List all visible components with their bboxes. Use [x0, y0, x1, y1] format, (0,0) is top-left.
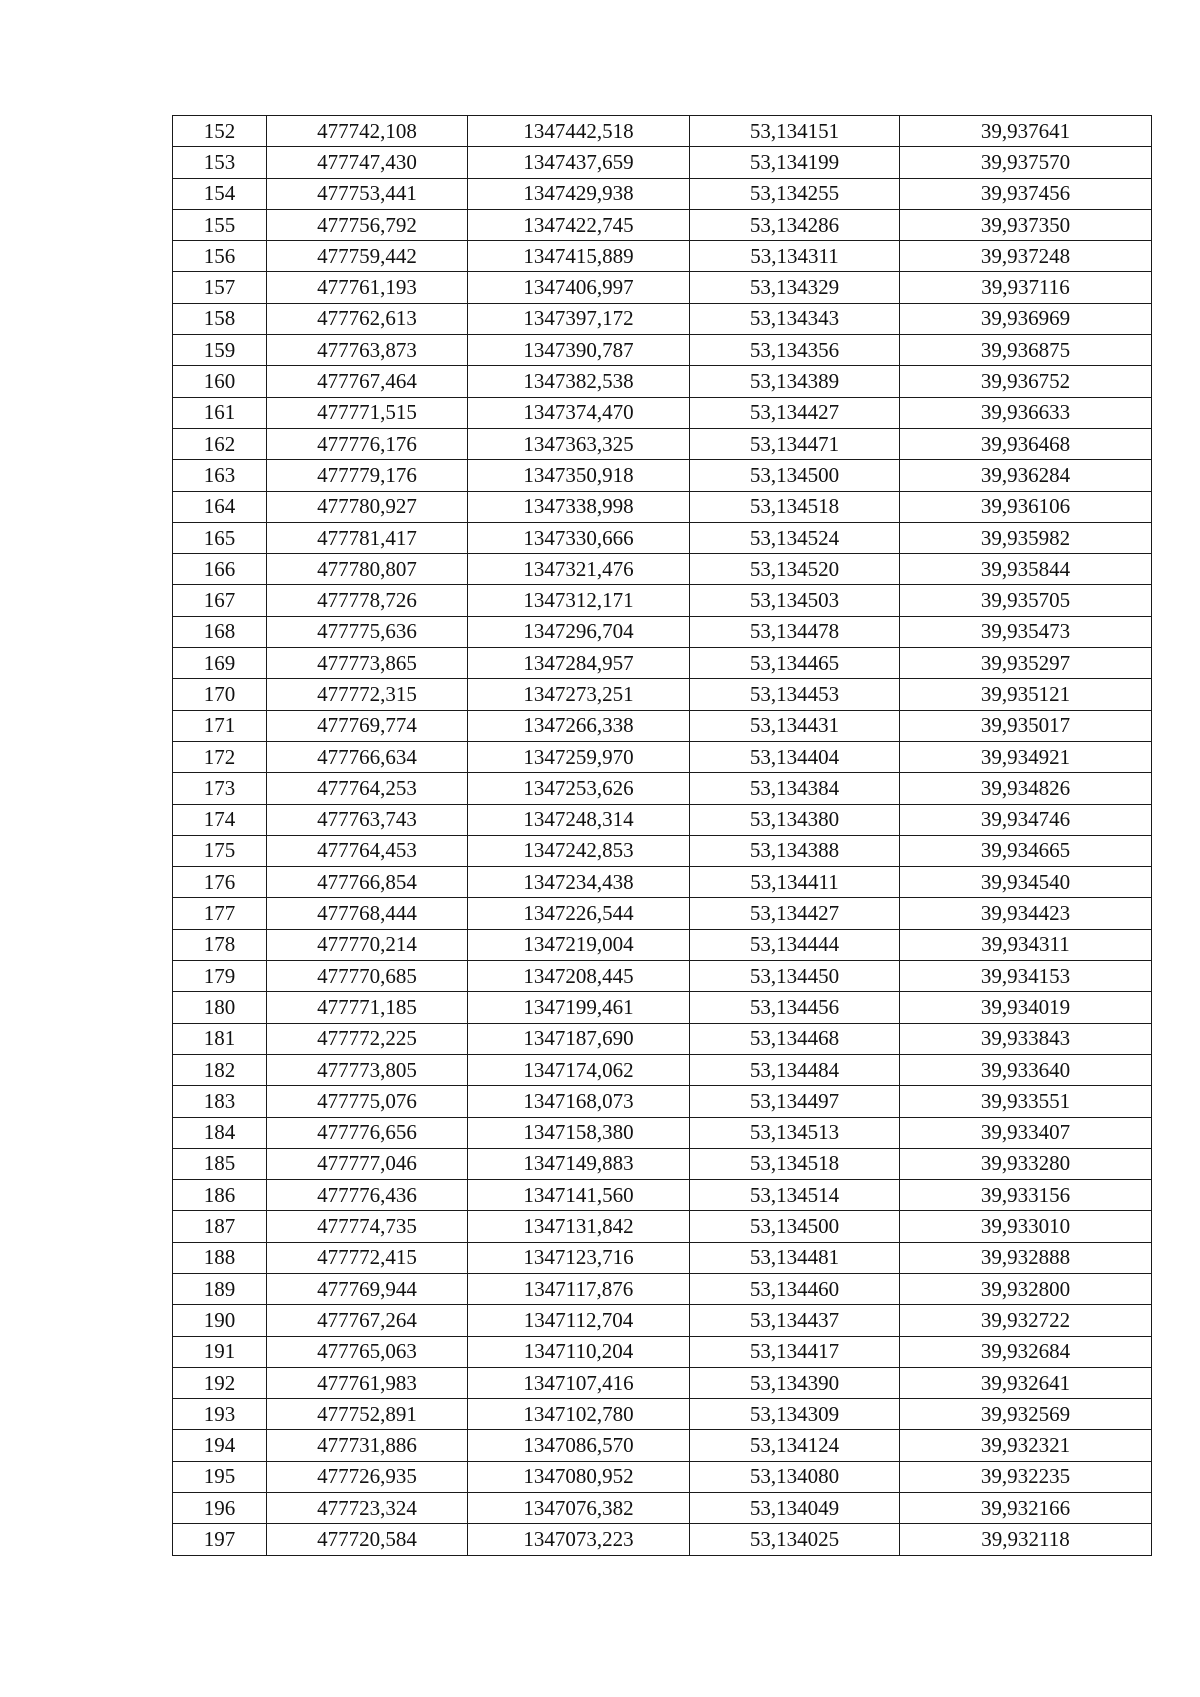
x-coordinate-cell: 477759,442: [267, 241, 468, 272]
point-number-cell: 173: [173, 773, 267, 804]
latitude-cell: 53,134388: [690, 835, 900, 866]
latitude-cell: 53,134497: [690, 1086, 900, 1117]
longitude-cell: 39,937570: [900, 147, 1152, 178]
longitude-cell: 39,932166: [900, 1493, 1152, 1524]
longitude-cell: 39,933407: [900, 1117, 1152, 1148]
y-coordinate-cell: 1347382,538: [468, 366, 690, 397]
x-coordinate-cell: 477780,807: [267, 554, 468, 585]
x-coordinate-cell: 477747,430: [267, 147, 468, 178]
x-coordinate-cell: 477766,634: [267, 741, 468, 772]
latitude-cell: 53,134124: [690, 1430, 900, 1461]
y-coordinate-cell: 1347437,659: [468, 147, 690, 178]
table-row: [173, 335, 1152, 366]
point-number-cell: 177: [173, 898, 267, 929]
x-coordinate-cell: 477772,225: [267, 1023, 468, 1054]
point-number-cell: 194: [173, 1430, 267, 1461]
longitude-cell: 39,935473: [900, 616, 1152, 647]
x-coordinate-cell: 477769,944: [267, 1273, 468, 1304]
point-number-cell: 193: [173, 1399, 267, 1430]
longitude-cell: 39,934423: [900, 898, 1152, 929]
x-coordinate-cell: 477731,886: [267, 1430, 468, 1461]
x-coordinate-cell: 477752,891: [267, 1399, 468, 1430]
point-number-cell: 167: [173, 585, 267, 616]
latitude-cell: 53,134049: [690, 1493, 900, 1524]
y-coordinate-cell: 1347397,172: [468, 303, 690, 334]
latitude-cell: 53,134456: [690, 992, 900, 1023]
y-coordinate-cell: 1347390,787: [468, 335, 690, 366]
x-coordinate-cell: 477764,453: [267, 835, 468, 866]
x-coordinate-cell: 477771,185: [267, 992, 468, 1023]
latitude-cell: 53,134356: [690, 335, 900, 366]
longitude-cell: 39,937456: [900, 178, 1152, 209]
y-coordinate-cell: 1347234,438: [468, 867, 690, 898]
coordinates-table-body: [173, 116, 1152, 1556]
longitude-cell: 39,933156: [900, 1180, 1152, 1211]
longitude-cell: 39,934540: [900, 867, 1152, 898]
point-number-cell: 196: [173, 1493, 267, 1524]
longitude-cell: 39,932641: [900, 1367, 1152, 1398]
x-coordinate-cell: 477768,444: [267, 898, 468, 929]
x-coordinate-cell: 477775,076: [267, 1086, 468, 1117]
latitude-cell: 53,134389: [690, 366, 900, 397]
latitude-cell: 53,134513: [690, 1117, 900, 1148]
y-coordinate-cell: 1347253,626: [468, 773, 690, 804]
y-coordinate-cell: 1347168,073: [468, 1086, 690, 1117]
table-row: [173, 1211, 1152, 1242]
table-row: [173, 241, 1152, 272]
y-coordinate-cell: 1347321,476: [468, 554, 690, 585]
x-coordinate-cell: 477720,584: [267, 1524, 468, 1555]
longitude-cell: 39,935705: [900, 585, 1152, 616]
y-coordinate-cell: 1347242,853: [468, 835, 690, 866]
x-coordinate-cell: 477773,865: [267, 648, 468, 679]
point-number-cell: 191: [173, 1336, 267, 1367]
point-number-cell: 160: [173, 366, 267, 397]
latitude-cell: 53,134080: [690, 1461, 900, 1492]
point-number-cell: 180: [173, 992, 267, 1023]
latitude-cell: 53,134427: [690, 898, 900, 929]
longitude-cell: 39,932321: [900, 1430, 1152, 1461]
y-coordinate-cell: 1347149,883: [468, 1148, 690, 1179]
table-row: [173, 178, 1152, 209]
table-row: [173, 1117, 1152, 1148]
point-number-cell: 174: [173, 804, 267, 835]
point-number-cell: 169: [173, 648, 267, 679]
table-row: [173, 147, 1152, 178]
y-coordinate-cell: 1347102,780: [468, 1399, 690, 1430]
point-number-cell: 179: [173, 961, 267, 992]
latitude-cell: 53,134484: [690, 1054, 900, 1085]
longitude-cell: 39,934019: [900, 992, 1152, 1023]
x-coordinate-cell: 477767,464: [267, 366, 468, 397]
x-coordinate-cell: 477776,176: [267, 428, 468, 459]
longitude-cell: 39,933010: [900, 1211, 1152, 1242]
longitude-cell: 39,937641: [900, 116, 1152, 147]
longitude-cell: 39,935844: [900, 554, 1152, 585]
longitude-cell: 39,934826: [900, 773, 1152, 804]
x-coordinate-cell: 477776,656: [267, 1117, 468, 1148]
table-row: [173, 1180, 1152, 1211]
longitude-cell: 39,932569: [900, 1399, 1152, 1430]
y-coordinate-cell: 1347073,223: [468, 1524, 690, 1555]
latitude-cell: 53,134468: [690, 1023, 900, 1054]
longitude-cell: 39,935982: [900, 522, 1152, 553]
y-coordinate-cell: 1347415,889: [468, 241, 690, 272]
table-row: [173, 491, 1152, 522]
point-number-cell: 188: [173, 1242, 267, 1273]
point-number-cell: 161: [173, 397, 267, 428]
table-row: [173, 1054, 1152, 1085]
point-number-cell: 163: [173, 460, 267, 491]
longitude-cell: 39,937350: [900, 209, 1152, 240]
longitude-cell: 39,936633: [900, 397, 1152, 428]
latitude-cell: 53,134478: [690, 616, 900, 647]
x-coordinate-cell: 477776,436: [267, 1180, 468, 1211]
y-coordinate-cell: 1347363,325: [468, 428, 690, 459]
latitude-cell: 53,134503: [690, 585, 900, 616]
latitude-cell: 53,134453: [690, 679, 900, 710]
x-coordinate-cell: 477773,805: [267, 1054, 468, 1085]
latitude-cell: 53,134286: [690, 209, 900, 240]
latitude-cell: 53,134309: [690, 1399, 900, 1430]
longitude-cell: 39,936969: [900, 303, 1152, 334]
y-coordinate-cell: 1347273,251: [468, 679, 690, 710]
y-coordinate-cell: 1347312,171: [468, 585, 690, 616]
longitude-cell: 39,933843: [900, 1023, 1152, 1054]
table-row: [173, 460, 1152, 491]
table-row: [173, 616, 1152, 647]
point-number-cell: 164: [173, 491, 267, 522]
table-row: [173, 554, 1152, 585]
x-coordinate-cell: 477769,774: [267, 710, 468, 741]
table-row: [173, 272, 1152, 303]
y-coordinate-cell: 1347199,461: [468, 992, 690, 1023]
longitude-cell: 39,933640: [900, 1054, 1152, 1085]
point-number-cell: 187: [173, 1211, 267, 1242]
table-row: [173, 898, 1152, 929]
longitude-cell: 39,935017: [900, 710, 1152, 741]
x-coordinate-cell: 477779,176: [267, 460, 468, 491]
latitude-cell: 53,134311: [690, 241, 900, 272]
y-coordinate-cell: 1347248,314: [468, 804, 690, 835]
y-coordinate-cell: 1347080,952: [468, 1461, 690, 1492]
longitude-cell: 39,936468: [900, 428, 1152, 459]
table-row: [173, 1399, 1152, 1430]
point-number-cell: 153: [173, 147, 267, 178]
longitude-cell: 39,933280: [900, 1148, 1152, 1179]
table-row: [173, 1086, 1152, 1117]
point-number-cell: 182: [173, 1054, 267, 1085]
table-row: [173, 1367, 1152, 1398]
latitude-cell: 53,134255: [690, 178, 900, 209]
point-number-cell: 171: [173, 710, 267, 741]
latitude-cell: 53,134199: [690, 147, 900, 178]
point-number-cell: 176: [173, 867, 267, 898]
x-coordinate-cell: 477770,214: [267, 929, 468, 960]
x-coordinate-cell: 477772,415: [267, 1242, 468, 1273]
latitude-cell: 53,134481: [690, 1242, 900, 1273]
table-row: [173, 992, 1152, 1023]
table-row: [173, 710, 1152, 741]
latitude-cell: 53,134427: [690, 397, 900, 428]
longitude-cell: 39,932684: [900, 1336, 1152, 1367]
x-coordinate-cell: 477772,315: [267, 679, 468, 710]
x-coordinate-cell: 477765,063: [267, 1336, 468, 1367]
x-coordinate-cell: 477753,441: [267, 178, 468, 209]
x-coordinate-cell: 477778,726: [267, 585, 468, 616]
latitude-cell: 53,134450: [690, 961, 900, 992]
point-number-cell: 155: [173, 209, 267, 240]
point-number-cell: 172: [173, 741, 267, 772]
longitude-cell: 39,934921: [900, 741, 1152, 772]
y-coordinate-cell: 1347110,204: [468, 1336, 690, 1367]
latitude-cell: 53,134460: [690, 1273, 900, 1304]
longitude-cell: 39,932722: [900, 1305, 1152, 1336]
latitude-cell: 53,134390: [690, 1367, 900, 1398]
longitude-cell: 39,932888: [900, 1242, 1152, 1273]
y-coordinate-cell: 1347374,470: [468, 397, 690, 428]
table-row: [173, 1242, 1152, 1273]
x-coordinate-cell: 477775,636: [267, 616, 468, 647]
table-row: [173, 116, 1152, 147]
table-row: [173, 835, 1152, 866]
point-number-cell: 185: [173, 1148, 267, 1179]
point-number-cell: 162: [173, 428, 267, 459]
longitude-cell: 39,934311: [900, 929, 1152, 960]
longitude-cell: 39,936752: [900, 366, 1152, 397]
table-row: [173, 585, 1152, 616]
table-row: [173, 648, 1152, 679]
table-row: [173, 1023, 1152, 1054]
point-number-cell: 186: [173, 1180, 267, 1211]
y-coordinate-cell: 1347350,918: [468, 460, 690, 491]
latitude-cell: 53,134520: [690, 554, 900, 585]
longitude-cell: 39,936284: [900, 460, 1152, 491]
y-coordinate-cell: 1347187,690: [468, 1023, 690, 1054]
x-coordinate-cell: 477756,792: [267, 209, 468, 240]
latitude-cell: 53,134500: [690, 460, 900, 491]
latitude-cell: 53,134380: [690, 804, 900, 835]
point-number-cell: 157: [173, 272, 267, 303]
longitude-cell: 39,933551: [900, 1086, 1152, 1117]
y-coordinate-cell: 1347141,560: [468, 1180, 690, 1211]
latitude-cell: 53,134329: [690, 272, 900, 303]
point-number-cell: 192: [173, 1367, 267, 1398]
table-row: [173, 961, 1152, 992]
point-number-cell: 181: [173, 1023, 267, 1054]
latitude-cell: 53,134151: [690, 116, 900, 147]
x-coordinate-cell: 477723,324: [267, 1493, 468, 1524]
y-coordinate-cell: 1347429,938: [468, 178, 690, 209]
longitude-cell: 39,934746: [900, 804, 1152, 835]
table-row: [173, 1305, 1152, 1336]
x-coordinate-cell: 477763,743: [267, 804, 468, 835]
y-coordinate-cell: 1347422,745: [468, 209, 690, 240]
y-coordinate-cell: 1347123,716: [468, 1242, 690, 1273]
point-number-cell: 190: [173, 1305, 267, 1336]
x-coordinate-cell: 477766,854: [267, 867, 468, 898]
point-number-cell: 197: [173, 1524, 267, 1555]
latitude-cell: 53,134437: [690, 1305, 900, 1336]
x-coordinate-cell: 477761,983: [267, 1367, 468, 1398]
y-coordinate-cell: 1347131,842: [468, 1211, 690, 1242]
latitude-cell: 53,134431: [690, 710, 900, 741]
x-coordinate-cell: 477771,515: [267, 397, 468, 428]
x-coordinate-cell: 477767,264: [267, 1305, 468, 1336]
y-coordinate-cell: 1347086,570: [468, 1430, 690, 1461]
longitude-cell: 39,934153: [900, 961, 1152, 992]
longitude-cell: 39,937116: [900, 272, 1152, 303]
point-number-cell: 178: [173, 929, 267, 960]
longitude-cell: 39,932235: [900, 1461, 1152, 1492]
latitude-cell: 53,134025: [690, 1524, 900, 1555]
table-row: [173, 804, 1152, 835]
longitude-cell: 39,934665: [900, 835, 1152, 866]
point-number-cell: 175: [173, 835, 267, 866]
table-row: [173, 929, 1152, 960]
x-coordinate-cell: 477774,735: [267, 1211, 468, 1242]
point-number-cell: 159: [173, 335, 267, 366]
point-number-cell: 189: [173, 1273, 267, 1304]
longitude-cell: 39,936875: [900, 335, 1152, 366]
x-coordinate-cell: 477777,046: [267, 1148, 468, 1179]
x-coordinate-cell: 477761,193: [267, 272, 468, 303]
table-row: [173, 209, 1152, 240]
x-coordinate-cell: 477742,108: [267, 116, 468, 147]
x-coordinate-cell: 477780,927: [267, 491, 468, 522]
latitude-cell: 53,134518: [690, 491, 900, 522]
table-row: [173, 741, 1152, 772]
y-coordinate-cell: 1347107,416: [468, 1367, 690, 1398]
point-number-cell: 154: [173, 178, 267, 209]
table-row: [173, 303, 1152, 334]
y-coordinate-cell: 1347076,382: [468, 1493, 690, 1524]
latitude-cell: 53,134500: [690, 1211, 900, 1242]
y-coordinate-cell: 1347117,876: [468, 1273, 690, 1304]
longitude-cell: 39,937248: [900, 241, 1152, 272]
latitude-cell: 53,134444: [690, 929, 900, 960]
table-row: [173, 1273, 1152, 1304]
table-row: [173, 397, 1152, 428]
table-row: [173, 1493, 1152, 1524]
y-coordinate-cell: 1347259,970: [468, 741, 690, 772]
table-row: [173, 1430, 1152, 1461]
point-number-cell: 195: [173, 1461, 267, 1492]
y-coordinate-cell: 1347284,957: [468, 648, 690, 679]
latitude-cell: 53,134404: [690, 741, 900, 772]
x-coordinate-cell: 477763,873: [267, 335, 468, 366]
x-coordinate-cell: 477762,613: [267, 303, 468, 334]
table-row: [173, 366, 1152, 397]
latitude-cell: 53,134465: [690, 648, 900, 679]
table-row: [173, 1336, 1152, 1367]
longitude-cell: 39,932118: [900, 1524, 1152, 1555]
longitude-cell: 39,936106: [900, 491, 1152, 522]
y-coordinate-cell: 1347208,445: [468, 961, 690, 992]
latitude-cell: 53,134524: [690, 522, 900, 553]
y-coordinate-cell: 1347112,704: [468, 1305, 690, 1336]
y-coordinate-cell: 1347174,062: [468, 1054, 690, 1085]
table-row: [173, 679, 1152, 710]
table-row: [173, 1524, 1152, 1555]
latitude-cell: 53,134417: [690, 1336, 900, 1367]
latitude-cell: 53,134384: [690, 773, 900, 804]
y-coordinate-cell: 1347406,997: [468, 272, 690, 303]
y-coordinate-cell: 1347296,704: [468, 616, 690, 647]
coordinates-table: [172, 115, 1152, 1556]
point-number-cell: 168: [173, 616, 267, 647]
latitude-cell: 53,134411: [690, 867, 900, 898]
point-number-cell: 158: [173, 303, 267, 334]
longitude-cell: 39,932800: [900, 1273, 1152, 1304]
x-coordinate-cell: 477764,253: [267, 773, 468, 804]
latitude-cell: 53,134343: [690, 303, 900, 334]
y-coordinate-cell: 1347219,004: [468, 929, 690, 960]
y-coordinate-cell: 1347158,380: [468, 1117, 690, 1148]
latitude-cell: 53,134518: [690, 1148, 900, 1179]
table-row: [173, 773, 1152, 804]
table-row: [173, 428, 1152, 459]
table-row: [173, 1148, 1152, 1179]
y-coordinate-cell: 1347266,338: [468, 710, 690, 741]
point-number-cell: 152: [173, 116, 267, 147]
table-row: [173, 1461, 1152, 1492]
latitude-cell: 53,134471: [690, 428, 900, 459]
y-coordinate-cell: 1347442,518: [468, 116, 690, 147]
x-coordinate-cell: 477770,685: [267, 961, 468, 992]
point-number-cell: 183: [173, 1086, 267, 1117]
point-number-cell: 170: [173, 679, 267, 710]
y-coordinate-cell: 1347226,544: [468, 898, 690, 929]
point-number-cell: 156: [173, 241, 267, 272]
point-number-cell: 184: [173, 1117, 267, 1148]
table-row: [173, 867, 1152, 898]
point-number-cell: 166: [173, 554, 267, 585]
y-coordinate-cell: 1347330,666: [468, 522, 690, 553]
x-coordinate-cell: 477781,417: [267, 522, 468, 553]
point-number-cell: 165: [173, 522, 267, 553]
x-coordinate-cell: 477726,935: [267, 1461, 468, 1492]
longitude-cell: 39,935297: [900, 648, 1152, 679]
table-row: [173, 522, 1152, 553]
y-coordinate-cell: 1347338,998: [468, 491, 690, 522]
latitude-cell: 53,134514: [690, 1180, 900, 1211]
longitude-cell: 39,935121: [900, 679, 1152, 710]
